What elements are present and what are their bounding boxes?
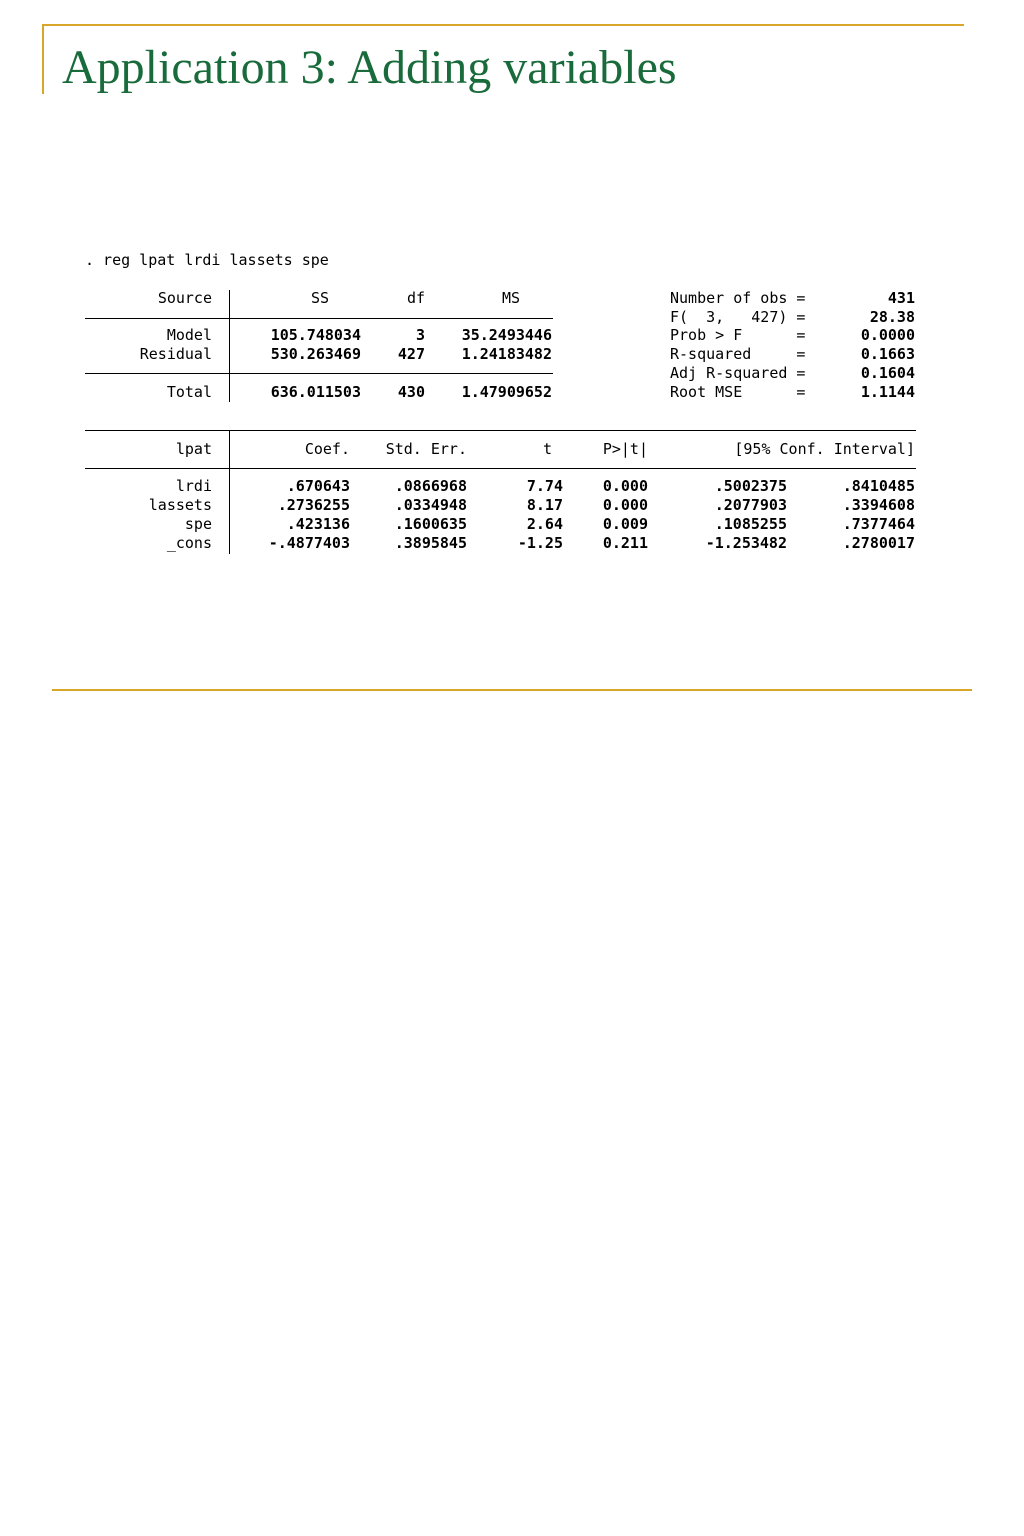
coef-ci-high: .2780017 <box>842 534 915 552</box>
anova-rule-1 <box>85 318 553 319</box>
coef-p: 0.211 <box>602 534 648 552</box>
stat-value: 1.1144 <box>860 383 915 401</box>
coef-t: 7.74 <box>526 477 563 495</box>
anova-header-df: df <box>406 289 425 307</box>
stat-value: 0.1663 <box>860 345 915 363</box>
anova-divider <box>229 290 230 402</box>
stat-label: Number of obs = <box>670 289 806 307</box>
anova-header-source: Source <box>157 289 212 307</box>
anova-ms: 1.24183482 <box>461 345 552 363</box>
coef-value: -.4877403 <box>268 534 350 552</box>
coef-header-t: t <box>542 440 552 458</box>
left-rule <box>42 24 44 94</box>
coef-ci-high: .3394608 <box>842 496 915 514</box>
coef-var: lassets <box>148 496 212 514</box>
anova-source: Model <box>166 326 212 344</box>
coef-se: .0866968 <box>394 477 467 495</box>
anova-header-ms: MS <box>501 289 520 307</box>
anova-header-ss: SS <box>310 289 329 307</box>
coef-header-se: Std. Err. <box>385 440 467 458</box>
slide-title: Application 3: Adding variables <box>62 41 677 94</box>
coef-p: 0.009 <box>602 515 648 533</box>
stat-value: 0.1604 <box>860 364 915 382</box>
coef-t: -1.25 <box>517 534 563 552</box>
anova-ss: 636.011503 <box>270 383 361 401</box>
coef-t: 8.17 <box>526 496 563 514</box>
coef-header-coef: Coef. <box>304 440 350 458</box>
coef-header-p: P>|t| <box>602 440 648 458</box>
coef-se: .3895845 <box>394 534 467 552</box>
stat-value: 28.38 <box>869 308 915 326</box>
coef-ci-low: .1085255 <box>714 515 787 533</box>
stat-value: 0.0000 <box>860 326 915 344</box>
coef-p: 0.000 <box>602 496 648 514</box>
coef-ci-low: .5002375 <box>714 477 787 495</box>
anova-ss: 530.263469 <box>270 345 361 363</box>
stat-value: 431 <box>887 289 915 307</box>
coef-value: .423136 <box>286 515 350 533</box>
anova-ss: 105.748034 <box>270 326 361 344</box>
anova-df: 427 <box>397 345 425 363</box>
stat-label: Root MSE = <box>670 383 806 401</box>
anova-rule-2 <box>85 373 553 374</box>
coef-ci-low: .2077903 <box>714 496 787 514</box>
coef-se: .0334948 <box>394 496 467 514</box>
anova-source: Total <box>166 383 212 401</box>
coef-p: 0.000 <box>602 477 648 495</box>
coef-header-var: lpat <box>175 440 212 458</box>
coef-ci-high: .8410485 <box>842 477 915 495</box>
coef-var: spe <box>184 515 212 533</box>
coef-header-ci: [95% Conf. Interval] <box>734 440 915 458</box>
coef-ci-low: -1.253482 <box>705 534 787 552</box>
bottom-rule <box>52 689 972 691</box>
coef-se: .1600635 <box>394 515 467 533</box>
coef-rule-mid <box>85 468 916 469</box>
anova-source: Residual <box>139 345 212 363</box>
stat-label: R-squared = <box>670 345 806 363</box>
anova-df: 3 <box>415 326 425 344</box>
stat-label: Prob > F = <box>670 326 806 344</box>
anova-df: 430 <box>397 383 425 401</box>
anova-ms: 35.2493446 <box>461 326 552 344</box>
stat-label: Adj R-squared = <box>670 364 806 382</box>
coef-ci-high: .7377464 <box>842 515 915 533</box>
coef-divider <box>229 431 230 554</box>
coef-value: .670643 <box>286 477 350 495</box>
stata-command: . reg lpat lrdi lassets spe <box>85 251 329 269</box>
anova-ms: 1.47909652 <box>461 383 552 401</box>
coef-t: 2.64 <box>526 515 563 533</box>
coef-value: .2736255 <box>277 496 350 514</box>
stat-label: F( 3, 427) = <box>670 308 806 326</box>
coef-var: lrdi <box>175 477 212 495</box>
coef-rule-top <box>85 430 916 431</box>
top-rule <box>42 24 964 26</box>
coef-var: _cons <box>166 534 212 552</box>
